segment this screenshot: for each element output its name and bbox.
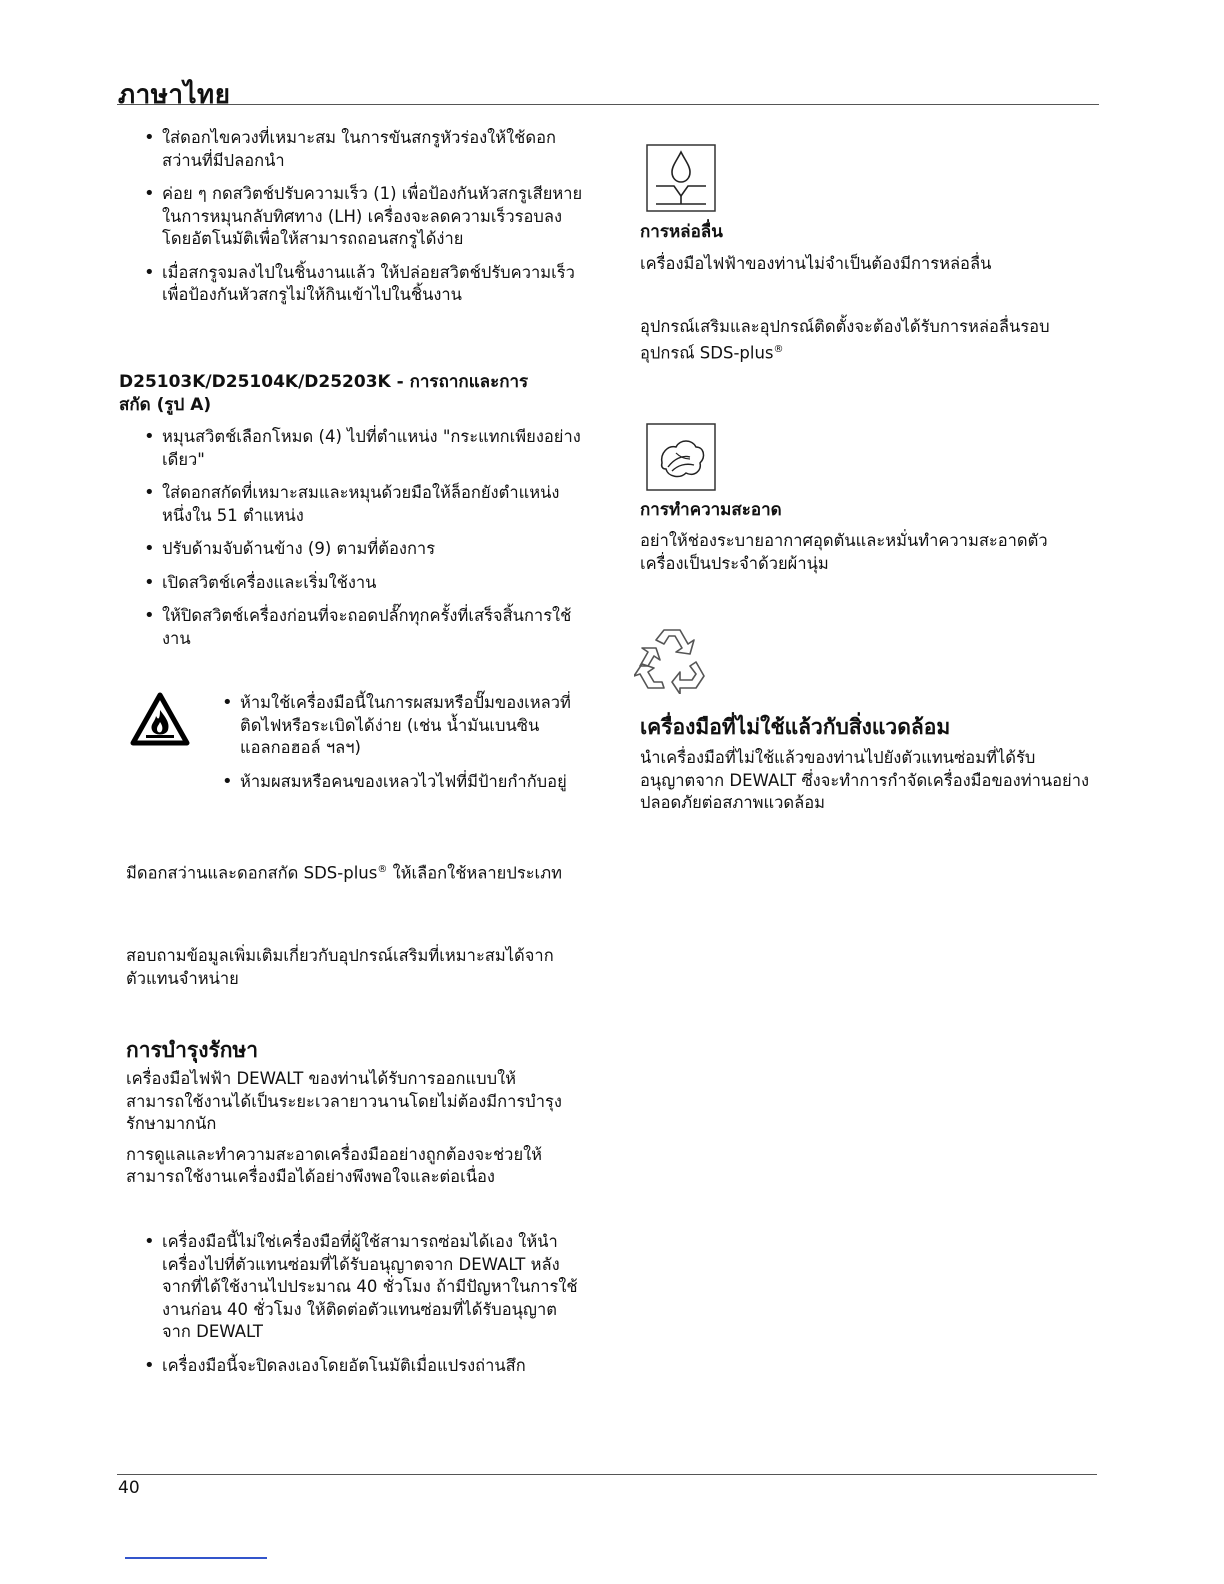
maintenance-paragraph-1: เครื่องมือไฟฟ้า DEWALT ของท่านได้รับการออกแบบให้สามารถใช้งานได้เป็นระยะเวลายาวนานโดยไม่ต้องมีการบำรุงรักษามากนัก [126,1069,562,1133]
left-top-bullets [140,127,585,318]
oil-drop-icon [646,144,716,212]
list-item: • เปิดสวิตช์เครื่องและเริ่มใช้งาน [140,572,585,595]
bullet-list [140,1231,585,1377]
bullet-list [140,426,585,650]
list-item: • ให้ปิดสวิตช์เครื่องก่อนที่จะถอดปลั๊กทุกครั้งที่เสร็จสิ้นการใช้งาน [140,605,585,650]
warning-bullets [218,692,583,804]
recycle-icon [634,622,710,694]
maintenance-bullets [140,1231,585,1388]
list-item: • เครื่องมือนี้ไม่ใช่เครื่องมือที่ผู้ใช้สามารถซ่อมได้เอง ให้นำเครื่องไปที่ตัวแทนซ่อมที่ได้รับอนุญาตจาก DEWALT หลังจากที่ได้ใช้งานไปประมาณ 40 ชั่วโมง ถ้ามีปัญหาในการใช้งานก่อน 40 ชั่วโมง ให้ติดต่อตัวแทนซ่อมที่ได้รับอนุญาตจาก DEWALT [140,1231,585,1344]
list-item: • ใส่ดอกไขควงที่เหมาะสม ในการขันสกรูหัวร่องให้ใช้ดอกสว่านที่มีปลอกนำ [140,127,585,172]
accessories-paragraph-1: มีดอกสว่านและดอกสกัด SDS-plus® ให้เลือกใช้หลายประเภท [126,863,562,883]
bottom-link-underline [125,1557,267,1559]
bullet-list [218,692,583,793]
chisel-bullets [140,426,585,661]
cleaning-hand-icon [646,423,716,491]
flammable-warning-icon [130,692,190,746]
list-item: • ห้ามผสมหรือคนของเหลวไวไฟที่มีป้ายกำกับอยู่ [218,771,583,794]
lubrication-paragraph-2: อุปกรณ์เสริมและอุปกรณ์ติดตั้งจะต้องได้รับการหล่อลื่นรอบอุปกรณ์ SDS-plus® [640,317,1050,362]
page-number: 40 [118,1478,140,1498]
environment-paragraph: นำเครื่องมือที่ไม่ใช้แล้วของท่านไปยังตัวแทนซ่อมที่ได้รับอนุญาตจาก DEWALT ซึ่งจะทำการกำจัดเครื่องมือของท่านอย่างปลอดภัยต่อสภาพแวดล้อม [640,748,1090,812]
list-item: • เมื่อสกรูจมลงไปในชิ้นงานแล้ว ให้ปล่อยสวิตช์ปรับความเร็วเพื่อป้องกันหัวสกรูไม่ให้กินเข้าไปในชิ้นงาน [140,262,585,307]
list-item: • เครื่องมือนี้จะปิดลงเองโดยอัตโนมัติเมื่อแปรงถ่านสึก [140,1355,585,1378]
environment-heading: เครื่องมือที่ไม่ใช้แล้วกับสิ่งแวดล้อม [640,715,951,739]
list-item: • ปรับด้ามจับด้านข้าง (9) ตามที่ต้องการ [140,538,585,561]
cleaning-heading: การทำความสะอาด [640,500,782,520]
lubrication-heading: การหล่อลื่น [640,222,723,242]
accessories-paragraph-2: สอบถามข้อมูลเพิ่มเติมเกี่ยวกับอุปกรณ์เสริมที่เหมาะสมได้จากตัวแทนจำหน่าย [126,946,554,988]
cleaning-paragraph: อย่าให้ช่องระบายอากาศอุดตันและหมั่นทำความสะอาดตัวเครื่องเป็นประจำด้วยผ้านุ่ม [640,531,1048,573]
list-item: • หมุนสวิตช์เลือกโหมด (4) ไปที่ตำแหน่ง "กระแทกเพียงอย่างเดียว" [140,426,585,471]
language-title: ภาษาไทย [118,80,231,110]
maintenance-body [126,1068,566,1197]
list-item: • ค่อย ๆ กดสวิตช์ปรับความเร็ว (1) เพื่อป้องกันหัวสกรูเสียหาย ในการหมุนกลับทิศทาง (LH) เครื่องจะลดความเร็วรอบลงโดยอัตโนมัติเพื่อให้สามารถถอนสกรูได้ง่าย [140,183,585,251]
bullet-list [140,127,585,307]
lubrication-paragraph-1: เครื่องมือไฟฟ้าของท่านไม่จำเป็นต้องมีการหล่อลื่น [640,254,992,273]
header-rule [117,104,1099,105]
list-item: • ใส่ดอกสกัดที่เหมาะสมและหมุนด้วยมือให้ล็อกยังตำแหน่งหนึ่งใน 51 ตำแหน่ง [140,482,585,527]
chisel-section-heading: D25103K/D25104K/D25203K - การถากและการสกัด (รูป A) [119,372,529,415]
footer-rule [117,1474,1097,1475]
maintenance-heading: การบำรุงรักษา [126,1038,259,1062]
maintenance-paragraph-2: การดูแลและทำความสะอาดเครื่องมืออย่างถูกต้องจะช่วยให้สามารถใช้งานเครื่องมือได้อย่างพึงพอใจและต่อเนื่อง [126,1144,543,1186]
list-item: • ห้ามใช้เครื่องมือนี้ในการผสมหรือปั๊มของเหลวที่ติดไฟหรือระเบิดได้ง่าย (เช่น น้ำมันเบนซิน แอลกอฮอล์ ฯลฯ) [218,692,583,760]
